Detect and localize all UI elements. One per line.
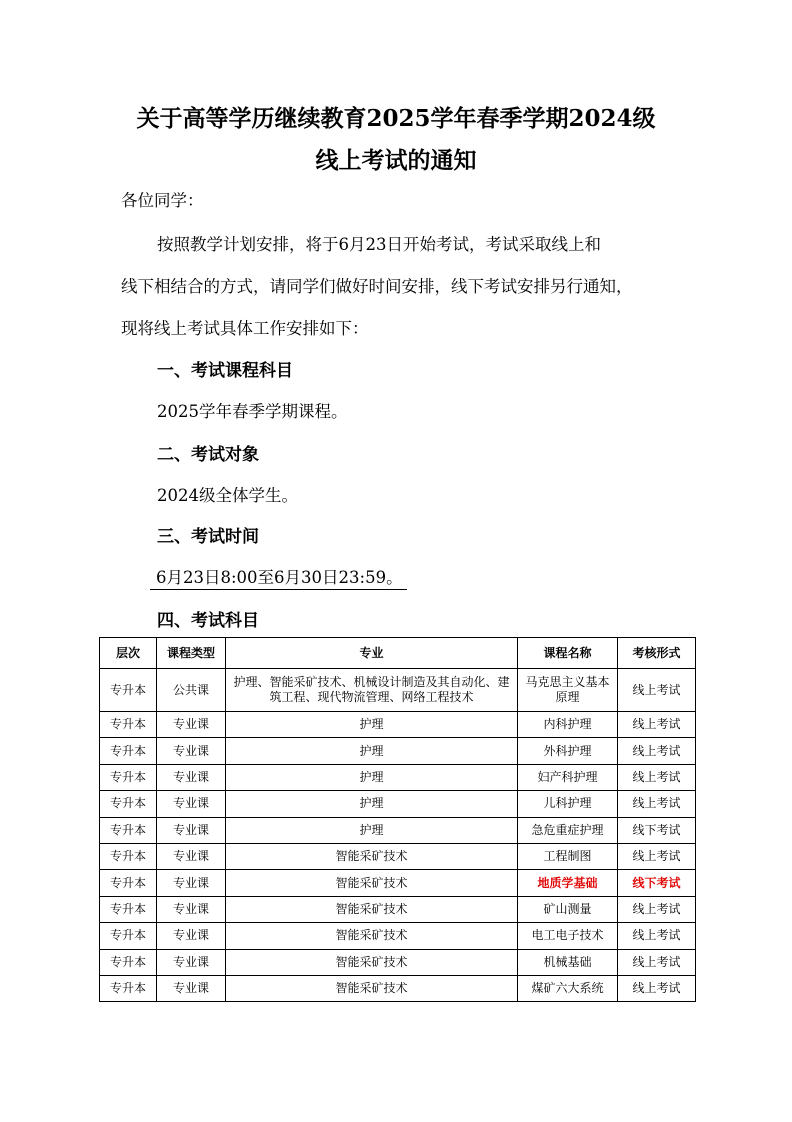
exam-subjects-table bbox=[99, 637, 696, 1002]
cell-course-type: 专业课 bbox=[157, 817, 226, 843]
section4-heading: 四、考试科目 bbox=[157, 611, 259, 631]
cell-course-name: 电工电子技术 bbox=[518, 923, 618, 949]
body-line-1: 按照教学计划安排，将于6月23日开始考试，考试采取线上和 bbox=[157, 235, 601, 254]
cell-course-name: 内科护理 bbox=[518, 712, 618, 738]
body-line-2: 线下相结合的方式，请同学们做好时间安排，线下考试安排另行通知， bbox=[121, 277, 633, 296]
cell-exam-form: 线上考试 bbox=[618, 712, 696, 738]
cell-major: 护理 bbox=[226, 712, 518, 738]
cell-major: 智能采矿技术 bbox=[226, 923, 518, 949]
header-course-name: 课程名称 bbox=[518, 638, 618, 669]
cell-level: 专升本 bbox=[100, 817, 157, 843]
table-row bbox=[100, 669, 696, 712]
cell-level: 专升本 bbox=[100, 923, 157, 949]
table-row bbox=[100, 843, 696, 869]
table-row bbox=[100, 712, 696, 738]
cell-level: 专升本 bbox=[100, 843, 157, 869]
cell-course-name: 工程制图 bbox=[518, 843, 618, 869]
cell-level: 专升本 bbox=[100, 870, 157, 896]
header-exam-form: 考核形式 bbox=[618, 638, 696, 669]
cell-course-type: 专业课 bbox=[157, 949, 226, 975]
cell-level: 专升本 bbox=[100, 896, 157, 922]
cell-course-name: 儿科护理 bbox=[518, 791, 618, 817]
table-row bbox=[100, 949, 696, 975]
cell-level: 专升本 bbox=[100, 791, 157, 817]
table-row bbox=[100, 896, 696, 922]
cell-major: 智能采矿技术 bbox=[226, 949, 518, 975]
cell-course-type: 专业课 bbox=[157, 870, 226, 896]
cell-major: 护理 bbox=[226, 738, 518, 764]
section2-heading: 二、考试对象 bbox=[157, 445, 259, 465]
table-row bbox=[100, 738, 696, 764]
cell-course-name: 马克思主义基本原理 bbox=[518, 669, 618, 712]
cell-major: 智能采矿技术 bbox=[226, 975, 518, 1001]
cell-level: 专升本 bbox=[100, 669, 157, 712]
cell-exam-form: 线上考试 bbox=[618, 669, 696, 712]
cell-course-name: 急危重症护理 bbox=[518, 817, 618, 843]
cell-course-name: 矿山测量 bbox=[518, 896, 618, 922]
cell-course-name-highlighted: 地质学基础 bbox=[518, 870, 618, 896]
header-course-type: 课程类型 bbox=[157, 638, 226, 669]
cell-course-type: 专业课 bbox=[157, 791, 226, 817]
cell-major: 护理 bbox=[226, 817, 518, 843]
cell-course-name: 妇产科护理 bbox=[518, 764, 618, 790]
cell-exam-form: 线下考试 bbox=[618, 817, 696, 843]
table-row bbox=[100, 975, 696, 1001]
cell-exam-form-highlighted: 线下考试 bbox=[618, 870, 696, 896]
greeting: 各位同学： bbox=[121, 191, 204, 210]
cell-major: 护理 bbox=[226, 791, 518, 817]
cell-major: 智能采矿技术 bbox=[226, 870, 518, 896]
header-major: 专业 bbox=[226, 638, 518, 669]
cell-exam-form: 线上考试 bbox=[618, 923, 696, 949]
table-row bbox=[100, 764, 696, 790]
cell-level: 专升本 bbox=[100, 738, 157, 764]
cell-level: 专升本 bbox=[100, 764, 157, 790]
cell-major: 智能采矿技术 bbox=[226, 896, 518, 922]
cell-exam-form: 线上考试 bbox=[618, 791, 696, 817]
cell-course-name: 外科护理 bbox=[518, 738, 618, 764]
cell-course-type: 专业课 bbox=[157, 896, 226, 922]
cell-exam-form: 线上考试 bbox=[618, 738, 696, 764]
cell-course-type: 公共课 bbox=[157, 669, 226, 712]
cell-major: 护理、智能采矿技术、机械设计制造及其自动化、建筑工程、现代物流管理、网络工程技术 bbox=[226, 669, 518, 712]
cell-exam-form: 线上考试 bbox=[618, 949, 696, 975]
cell-course-type: 专业课 bbox=[157, 764, 226, 790]
section1-text: 2025学年春季学期课程。 bbox=[157, 402, 348, 421]
cell-course-type: 专业课 bbox=[157, 738, 226, 764]
cell-exam-form: 线上考试 bbox=[618, 975, 696, 1001]
table-header-row bbox=[100, 638, 696, 669]
table-row bbox=[100, 923, 696, 949]
cell-course-type: 专业课 bbox=[157, 975, 226, 1001]
table-row-highlighted bbox=[100, 870, 696, 896]
cell-course-type: 专业课 bbox=[157, 923, 226, 949]
document-title-line1: 关于高等学历继续教育2025学年春季学期2024级 bbox=[136, 105, 656, 132]
body-line-3: 现将线上考试具体工作安排如下： bbox=[121, 319, 369, 338]
cell-exam-form: 线上考试 bbox=[618, 764, 696, 790]
cell-level: 专升本 bbox=[100, 949, 157, 975]
section3-text: 6月23日8:00至6月30日23:59。 bbox=[150, 564, 407, 590]
header-level: 层次 bbox=[100, 638, 157, 669]
cell-level: 专升本 bbox=[100, 975, 157, 1001]
section2-text: 2024级全体学生。 bbox=[157, 486, 298, 505]
cell-course-name: 煤矿六大系统 bbox=[518, 975, 618, 1001]
section1-heading: 一、考试课程科目 bbox=[157, 361, 293, 381]
cell-major: 护理 bbox=[226, 764, 518, 790]
cell-major: 智能采矿技术 bbox=[226, 843, 518, 869]
section3-heading: 三、考试时间 bbox=[157, 527, 259, 547]
table-row bbox=[100, 817, 696, 843]
document-title-line2: 线上考试的通知 bbox=[315, 147, 477, 174]
cell-course-type: 专业课 bbox=[157, 712, 226, 738]
table-row bbox=[100, 791, 696, 817]
cell-exam-form: 线上考试 bbox=[618, 843, 696, 869]
cell-exam-form: 线上考试 bbox=[618, 896, 696, 922]
cell-level: 专升本 bbox=[100, 712, 157, 738]
cell-course-type: 专业课 bbox=[157, 843, 226, 869]
cell-course-name: 机械基础 bbox=[518, 949, 618, 975]
